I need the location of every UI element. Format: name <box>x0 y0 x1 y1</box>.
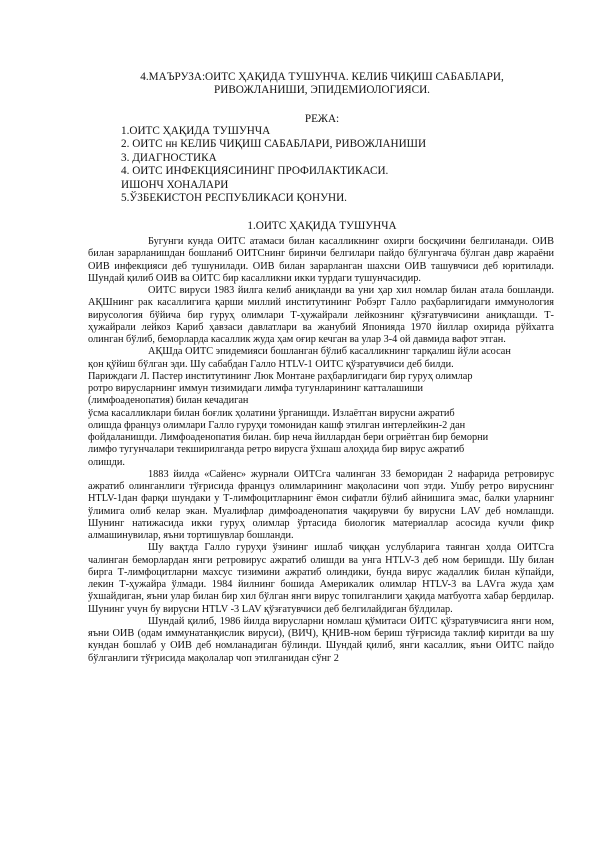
paragraph-line: олишда француз олимлари Галло гуруҳи томонидан кашф этилган интерлейкин-2 дан <box>88 419 466 431</box>
paragraph-line: олишди. <box>88 456 125 468</box>
paragraph: 1883 йилда «Сайенс» журнали ОИТСга чалинган 33 беморидан 2 нафарида ретровирус ажратиб олинганлиги тўғрисида француз олимларининг мақоласини чоп этди. Ушбу ретро вируснинг HTLV-1дан фарқи шундаки у Т-лимфоцитларнинг ёмон сифатли бўлиб айнишига эмас, балки уларнинг ўлимига олиб келар экан. Муалифлар димфоаденопатия чақирувчи бу вирусни LAV деб номлашди. Шунинг натижасида икки гуруҳ олимлар ўртасида биологик материаллар асосида кучли фикр алмашинувилар, яъни тортишувлар бошланди. <box>88 468 554 541</box>
paragraph-line: ротро вирусларнинг иммун тизимидаги лимфа тугунларининг катталашиши <box>88 383 424 394</box>
paragraph-line: АҚШда ОИТС эпидемияси бошланган бўлиб касалликнинг тарқалиш йўли асосан <box>148 346 511 358</box>
paragraph-line: Париждаги Л. Пастер институтининг Люк Монтане раҳбарлигидаги бир гуруҳ олимлар <box>88 370 473 382</box>
paragraph: Шундай қилиб, 1986 йилда вирусларни номлаш қўмитаси ОИТС қўзратувчисига янги ном, яъни ОИВ (одам иммунатанқислик вируси), (ВИЧ), ҚНИВ-ном бериш тўғрисида таклиф киритди ва шу кундан бошлаб у ОИВ деб номланадиган бўлинди. Шундай қилиб, янги касаллик, яъни ОИТС пайдо бўлганлиги тўғрисида мақолалар чоп этилганидан сўнг 2 <box>88 615 554 664</box>
plan-item: 3. ДИАГНОСТИКА <box>121 151 217 164</box>
lecture-title-line-2: РИВОЖЛАНИШИ, ЭПИДЕМИОЛОГИЯСИ. <box>214 84 430 97</box>
paragraph: ОИТС вируси 1983 йилга келиб аниқланди ва уни ҳар хил номлар билан атала бошланди. АҚШнинг рак касаллигига қарши миллий институтининг Робэрт Галло раҳбарлигидаги иммунология вирусология бўйича бир гуруҳ олимлари Т-ҳужайрали лейкознинг қўзғатувчисини аниқлашди. Т-ҳужайрали лейкоз Кариб ҳавзаси давлатлари ва жанубий Японияда 1970 йиллар охирида рўйхатга олинган бўлиб, беморларда касаллик жуда ҳам оғир кечган ва улар 3-4 ой давмида вафот этган. <box>88 285 554 345</box>
paragraph-line: фойдаланишди. Лимфоаденопатия билан. бир неча йиллардан бери огриётган бир беморни <box>88 432 489 443</box>
paragraph-line: ўсма касалликлари билан боғлик ҳолатини ўрганишди. Излаётган вирусни ажратиб <box>88 407 455 419</box>
plan-item: ИШОНЧ ХОНАЛАРИ <box>121 178 229 191</box>
plan-heading: РЕЖА: <box>304 113 340 125</box>
section-heading: 1.ОИТС ҲАҚИДА ТУШУНЧА <box>247 220 397 232</box>
lecture-title <box>88 71 556 97</box>
section-body <box>88 236 554 665</box>
paragraph-line: қон қўйиш бўлган эди. Шу сабабдан Галло HTLV-1 ОИТС қўзратувчиси деб билди. <box>88 358 454 370</box>
plan-item: 4. ОИТС ИНФЕКЦИЯСИНИНГ ПРОФИЛАКТИКАСИ. <box>121 165 389 178</box>
plan-item: 5.ЎЗБЕКИСТОН РЕСПУБЛИКАСИ ҚОНУНИ. <box>121 192 347 205</box>
paragraph: Бугунги кунда ОИТС атамаси билан касалликнинг охирги босқичини белгиланади. ОИВ билан зарарланишдан бошланиб ОИТСнинг биринчи белгилари пайдо бўлгунгача бўлган давр жараёни ОИВ инфекцияси деб тушунилади. ОИВ билан зарарланган шахсни ОИВ ташувчиси деб юритилади. Шундай қилиб ОИВ ва ОИТС бир касалликни икки турдаги тушунчасидир. <box>88 236 554 284</box>
paragraph: Шу вақтда Галло гуруҳи ўзининг ишлаб чиққан услубларига таянган ҳолда ОИТСга чалинган беморлардан янги ретровирус ажратиб олишди ва унга HTLV-3 деб ном беришди. Шу билан бирга Т-лимфоцитларни махсус тизимини ажратиб олиндики, бунда вирус жадаллик билан кўпайди, лекин Т-ҳужайра ўлмади. 1984 йилнинг бошида Америкалик олимлар HTLV-3 ва LAVга жуда ҳам ўхшайдиган, яъни улар билан бир хил бўлган янги вирус топилганлиги ҳақида матбуотга хабар бердилар. Шунинг учун бу вирусни HTLV -3 LAV қўзғатувчиси деб белгилайдиган бўлдилар. <box>88 542 554 615</box>
paragraph-unjustified <box>88 346 554 469</box>
lecture-title-line-1: 4.МАЪРУЗА:ОИТС ҲАҚИДА ТУШУНЧА. КЕЛИБ ЧИҚИШ САБАБЛАРИ, <box>140 71 504 83</box>
plan-item: 1.ОИТС ҲАҚИДА ТУШУНЧА <box>121 125 271 137</box>
plan-list <box>121 125 426 205</box>
paragraph-line: лимфо тугунчалари текширилганда ретро вирусга ўхшаш алоҳида бир вирус ажратиб <box>88 444 465 456</box>
paragraph-line: (лимфоаденопатия) билан кечадиган <box>88 395 249 407</box>
plan-item: 2. ОИТС нн КЕЛИБ ЧИҚИШ САБАБЛАРИ, РИВОЖЛАНИШИ <box>121 138 427 151</box>
